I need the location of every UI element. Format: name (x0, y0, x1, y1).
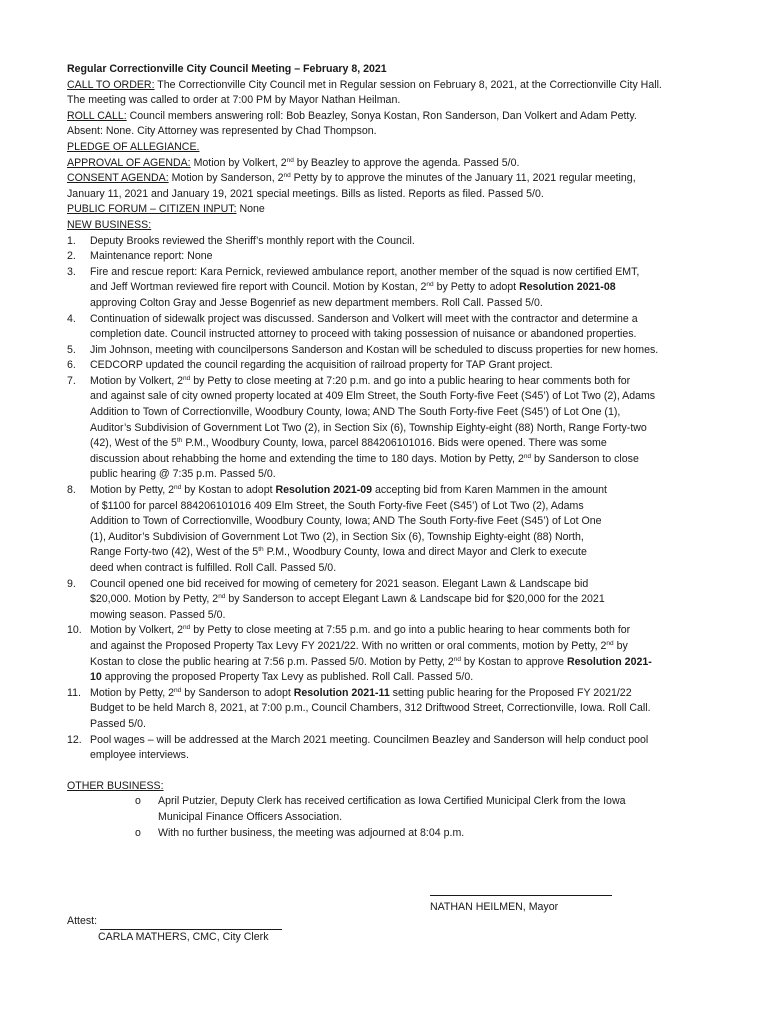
list-item: o With no further business, the meeting was adjourned at 8:04 p.m. (67, 826, 717, 842)
list-item: 2. Maintenance report: None (67, 249, 717, 265)
call-to-order-cont: The meeting was called to order at 7:00 PM by Mayor Nathan Heilman. (67, 94, 401, 107)
item-number: 8. (67, 484, 76, 497)
bullet-marker: o (135, 795, 141, 808)
pledge-heading: PLEDGE OF ALLEGIANCE. (67, 140, 200, 153)
consent-agenda-cont: January 11, 2021 and January 19, 2021 special meetings. Bills as listed. Reports as filed. Passed 5/0. (67, 187, 544, 200)
list-item: 7. Motion by Volkert, 2nd by Petty to close meeting at 7:20 p.m. and go into a public hearing to hear comments both for and against sale of city owned property located at 409 Elm Street, the South Forty-five Feet (S45’) of Lot Two (2), Adams Addition to Town of Correctionville, Woodbury County, Iowa; AND The South Forty-five Feet (S45’) of Lot One (1), Auditor’s Subdivision of Government Lot Two (2), in Section Six (6), Township Eighty-eight (88) North, Range Forty-two (42), West of the 5th P.M., Woodbury County, Iowa, parcel 884206101016. Bids were opened. There was some discussion about rehabbing the home and extending the time to 180 days. Motion by Petty, 2nd by Sanderson to close public hearing @ 7:35 p.m. Passed 5/0. (67, 374, 717, 483)
item-number: 1. (67, 234, 76, 247)
call-to-order-label: CALL TO ORDER: (67, 78, 155, 91)
item-number: 7. (67, 374, 76, 387)
mayor-name: NATHAN HEILMEN, Mayor (430, 901, 559, 913)
new-business-list (67, 234, 717, 764)
item-number: 4. (67, 312, 76, 325)
roll-call-cont: Absent: None. City Attorney was represented by Chad Thompson. (67, 125, 377, 138)
clerk-name: CARLA MATHERS, CMC, City Clerk (98, 930, 269, 943)
list-item: 5. Jim Johnson, meeting with councilpersons Sanderson and Kostan will be scheduled to discuss properties for new homes. (67, 343, 717, 359)
item-number: 11. (67, 686, 81, 699)
bullet-marker: o (135, 826, 141, 839)
list-item: 6. CEDCORP updated the council regarding the acquisition of railroad property for TAP Grant project. (67, 358, 717, 374)
call-to-order: CALL TO ORDER: The Correctionville City Council met in Regular session on February 8, 2021, at the Correctionville City Hall. (67, 78, 662, 91)
list-item: 11. Motion by Petty, 2nd by Sanderson to adopt Resolution 2021-11 setting public hearing for the Proposed FY 2021/22 Budget to be held March 8, 2021, at 7:00 p.m., Council Chambers, 312 Driftwood Street, Correctionville, Iowa. Roll Call. Passed 5/0. (67, 686, 717, 733)
clerk-signature-line (100, 919, 282, 930)
approval-of-agenda: APPROVAL OF AGENDA: Motion by Volkert, 2nd by Beazley to approve the agenda. Passed 5/0. (67, 156, 520, 169)
mayor-signature-line (430, 886, 612, 896)
consent-label: CONSENT AGENDA: (67, 172, 169, 185)
list-item: 9. Council opened one bid received for mowing of cemetery for 2021 season. Elegant Lawn & Landscape bid $20,000. Motion by Petty, 2nd by Sanderson to accept Elegant Lawn & Landscape bid for $20,000 for the 2021 mowing season. Passed 5/0. (67, 577, 717, 624)
list-item: 10. Motion by Volkert, 2nd by Petty to close meeting at 7:55 p.m. and go into a public hearing to hear comments both for and against the Proposed Property Tax Levy FY 2021/22. With no written or oral comments, motion by Petty, 2nd by Kostan to close the public hearing at 7:56 p.m. Passed 5/0. Motion by Petty, 2nd by Kostan to approve Resolution 2021- 10 approving the proposed Property Tax Levy as published. Roll Call. Passed 5/0. (67, 623, 717, 685)
document-title: Regular Correctionville City Council Meeting – February 8, 2021 (67, 63, 387, 75)
list-item: o April Putzier, Deputy Clerk has received certification as Iowa Certified Municipal Clerk from the Iowa Municipal Finance Officers Association. (67, 794, 717, 825)
list-item: 1. Deputy Brooks reviewed the Sheriff’s monthly report with the Council. (67, 234, 717, 250)
item-number: 9. (67, 577, 76, 590)
roll-call: ROLL CALL: Council members answering roll: Bob Beazley, Sonya Kostan, Ron Sanderson, Dan Volkert and Adam Petty. (67, 109, 637, 122)
attest-label: Attest: (67, 915, 98, 927)
mayor-signature-block (430, 886, 612, 916)
list-item: 3. Fire and rescue report: Kara Pernick, reviewed ambulance report, another member of the squad is now certified EMT, and Jeff Wortman reviewed fire report with Council. Motion by Kostan, 2nd by Petty to adopt Resolution 2021-08 approving Colton Gray and Jesse Bogenrief as new department members. Roll Call. Passed 5/0. (67, 265, 717, 312)
consent-agenda: CONSENT AGENDA: Motion by Sanderson, 2nd Petty by to approve the minutes of the January 11, 2021 regular meeting, (67, 172, 636, 185)
attest-block (67, 914, 282, 945)
roll-call-label: ROLL CALL: (67, 109, 127, 122)
other-business-heading: OTHER BUSINESS: (67, 779, 164, 792)
item-number: 12. (67, 733, 82, 746)
resolution-ref: Resolution 2021-11 (293, 686, 390, 699)
item-number: 3. (67, 265, 76, 278)
minutes-body (67, 62, 717, 841)
item-number: 6. (67, 359, 76, 372)
new-business-heading: NEW BUSINESS: (67, 218, 152, 231)
resolution-ref: Resolution 2021- (567, 655, 652, 668)
public-forum-label: PUBLIC FORUM – CITIZEN INPUT: (67, 203, 237, 216)
resolution-ref: Resolution 2021-09 (275, 484, 373, 497)
list-item: 12. Pool wages – will be addressed at the March 2021 meeting. Councilmen Beazley and Sanderson will help conduct pool employee interviews. (67, 733, 717, 764)
other-business-list (67, 794, 717, 841)
item-number: 2. (67, 250, 76, 263)
list-item: 8. Motion by Petty, 2nd by Kostan to adopt Resolution 2021-09 accepting bid from Karen Mammen in the amount of $1100 for parcel 884206101016 409 Elm Street, the South Forty-five Feet (S45’) of Lot Two (2), Adams Addition to Town of Correctionville, Woodbury County, Iowa; AND The South Forty-five Feet (S45’) of Lot One (1), Auditor’s Subdivision of Government Lot Two (2), in Section Six (6), Township Eighty-eight (88) North, Range Forty-two (42), West of the 5th P.M., Woodbury County, Iowa and direct Mayor and Clerk to execute deed when contract is fulfilled. Roll Call. Passed 5/0. (67, 483, 717, 577)
list-item: 4. Continuation of sidewalk project was discussed. Sanderson and Volkert will meet with the contractor and determine a completion date. Council instructed attorney to proceed with taking possession of nuisance or abandoned properties. (67, 312, 717, 343)
item-number: 10. (67, 624, 82, 637)
item-number: 5. (67, 343, 76, 356)
public-forum: PUBLIC FORUM – CITIZEN INPUT: None (67, 203, 265, 216)
resolution-ref: Resolution 2021-08 (519, 281, 616, 294)
approval-label: APPROVAL OF AGENDA: (67, 156, 191, 169)
